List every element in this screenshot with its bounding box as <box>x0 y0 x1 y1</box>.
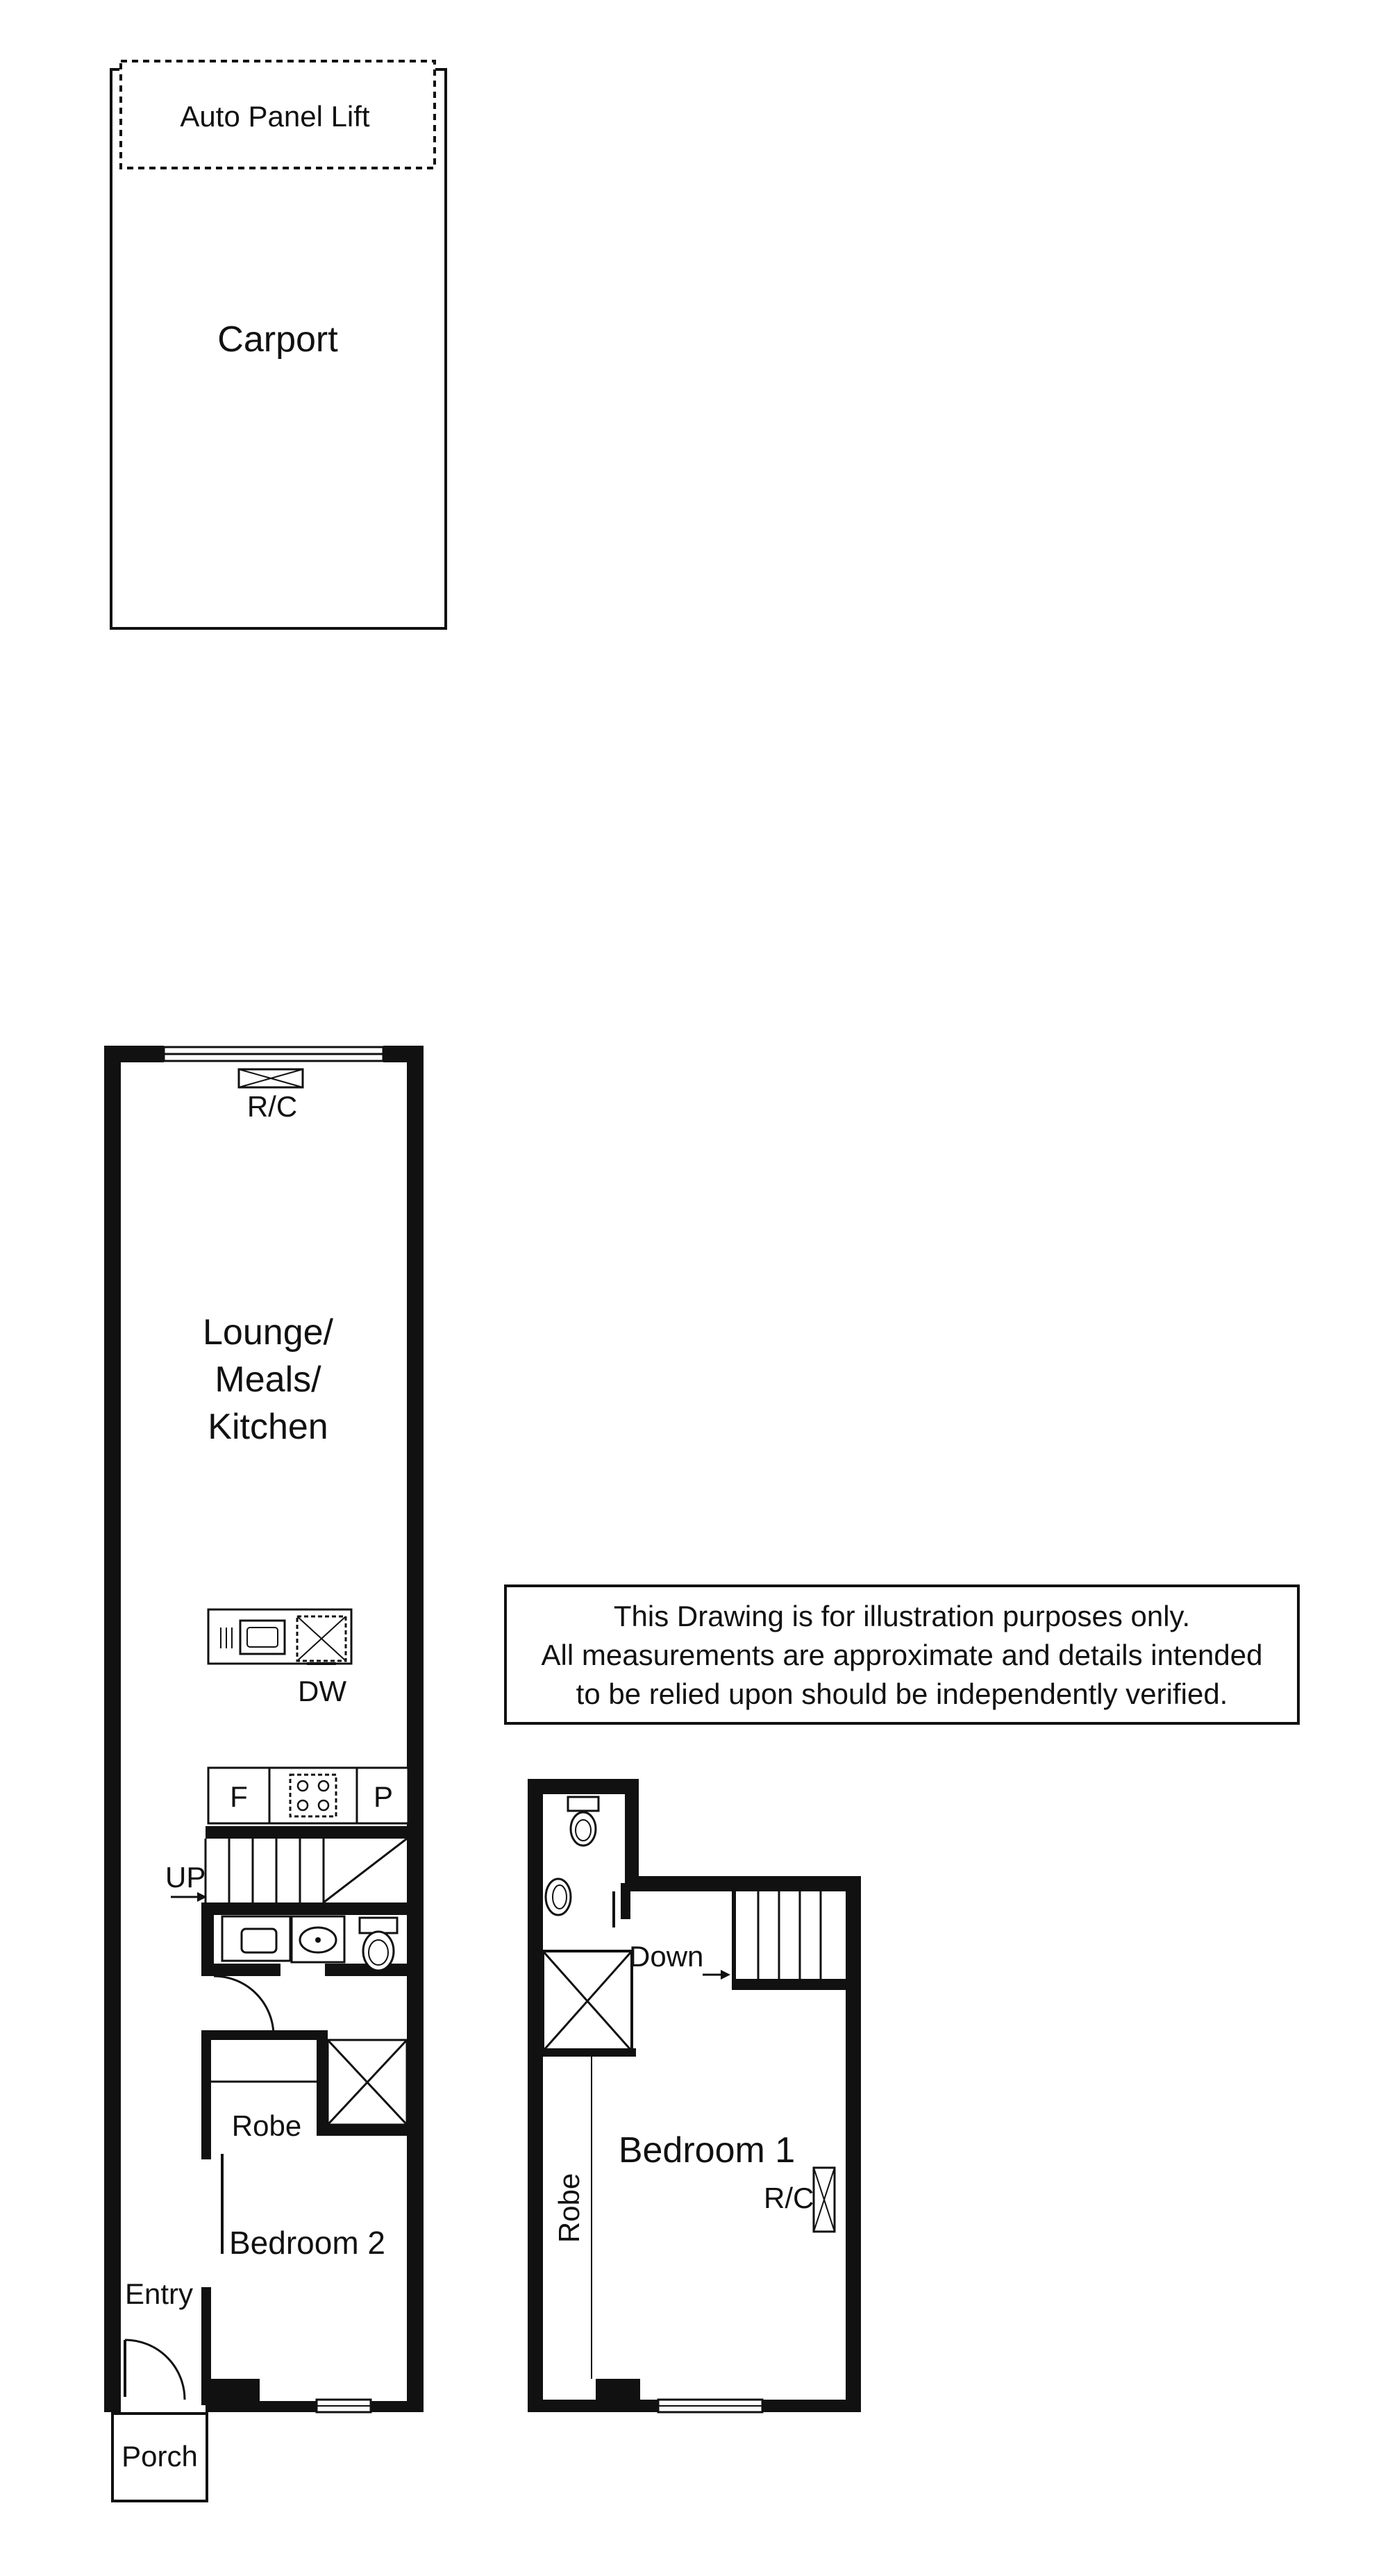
bedroom1-label: Bedroom 1 <box>618 2130 796 2171</box>
basin-icon-first <box>546 1879 571 1915</box>
first-wall-top <box>528 1779 639 1794</box>
shower-icon-ground <box>328 2040 407 2125</box>
ground-floor <box>104 1046 424 2501</box>
down-label: Down <box>629 1940 704 1973</box>
basin-icon <box>292 1916 344 1962</box>
entry-label: Entry <box>125 2277 194 2310</box>
first-wall-bottom-right <box>762 2400 861 2412</box>
disclaimer-line2: All measurements are approximate and details intended <box>541 1639 1263 1671</box>
rc-unit-first <box>814 2168 835 2232</box>
ground-wall-top-right <box>383 1046 424 1062</box>
bathroom-ground <box>201 1902 408 2036</box>
pantry-label: P <box>373 1780 394 1813</box>
first-wall-bottom-left <box>528 2400 658 2412</box>
rc-unit-ground <box>239 1069 303 1087</box>
ground-wall-left <box>104 1046 121 2412</box>
disclaimer-line1: This Drawing is for illustration purposes only. <box>613 1600 1191 1632</box>
fridge-label: F <box>230 1780 248 1813</box>
front-window-ground <box>317 2400 371 2412</box>
first-wall-step-horizontal <box>625 1876 861 1891</box>
lounge-label-line1: Lounge/ <box>203 1312 333 1353</box>
toilet-icon-first <box>568 1797 598 1846</box>
ground-wall-bottom-right <box>371 2401 424 2412</box>
shower-icon-first <box>540 1951 636 2057</box>
front-window-first <box>658 2400 762 2412</box>
first-floor <box>528 1779 861 2412</box>
up-label: UP <box>165 1861 206 1893</box>
cooktop-icon <box>290 1775 336 1816</box>
ground-wall-top-left <box>104 1046 164 1062</box>
lounge-label-line3: Kitchen <box>208 1407 328 1447</box>
carport-area <box>111 61 446 628</box>
ensuite-wall-stub <box>621 1883 630 1919</box>
auto-panel-lift-label: Auto Panel Lift <box>180 100 370 133</box>
dw-label: DW <box>298 1675 346 1707</box>
rc-label-first: R/C <box>764 2182 814 2214</box>
robe-label-first: Robe <box>553 2173 585 2243</box>
down-arrow-icon <box>703 1970 730 1980</box>
bedroom2-area <box>201 2030 408 2254</box>
first-wall-pillar <box>596 2379 640 2401</box>
ground-wall-right <box>407 1046 424 2412</box>
porch-label: Porch <box>122 2440 198 2473</box>
staircase-first <box>732 1891 847 1990</box>
disclaimer-box <box>505 1586 1298 1723</box>
up-arrow-icon <box>171 1892 207 1902</box>
disclaimer-line3: to be relied upon should be independently verified. <box>576 1678 1228 1710</box>
kitchen-island <box>208 1609 351 1664</box>
bedroom2-label: Bedroom 2 <box>229 2225 386 2261</box>
ensuite <box>540 1797 636 2057</box>
entry-door <box>125 2340 185 2400</box>
first-wall-right <box>846 1876 861 2412</box>
first-wall-left <box>528 1779 543 2412</box>
toilet-icon-ground <box>360 1918 397 1971</box>
dishwasher-icon <box>297 1616 346 1664</box>
robe-label-ground: Robe <box>231 2109 302 2142</box>
staircase-ground <box>206 1826 408 1902</box>
first-wall-step-vertical <box>625 1779 639 1879</box>
ground-wall-bottom-mid <box>206 2401 317 2412</box>
ground-wall-bottom-left <box>104 2401 118 2412</box>
bathroom-door-swing <box>214 1976 280 2036</box>
ground-wall-pillar <box>206 2379 260 2402</box>
lounge-label-line2: Meals/ <box>215 1360 321 1400</box>
rc-label-ground: R/C <box>246 1090 298 1123</box>
carport-label: Carport <box>217 319 338 360</box>
laundry-tub-icon <box>222 1916 290 1961</box>
rear-sliding-door <box>164 1047 383 1061</box>
